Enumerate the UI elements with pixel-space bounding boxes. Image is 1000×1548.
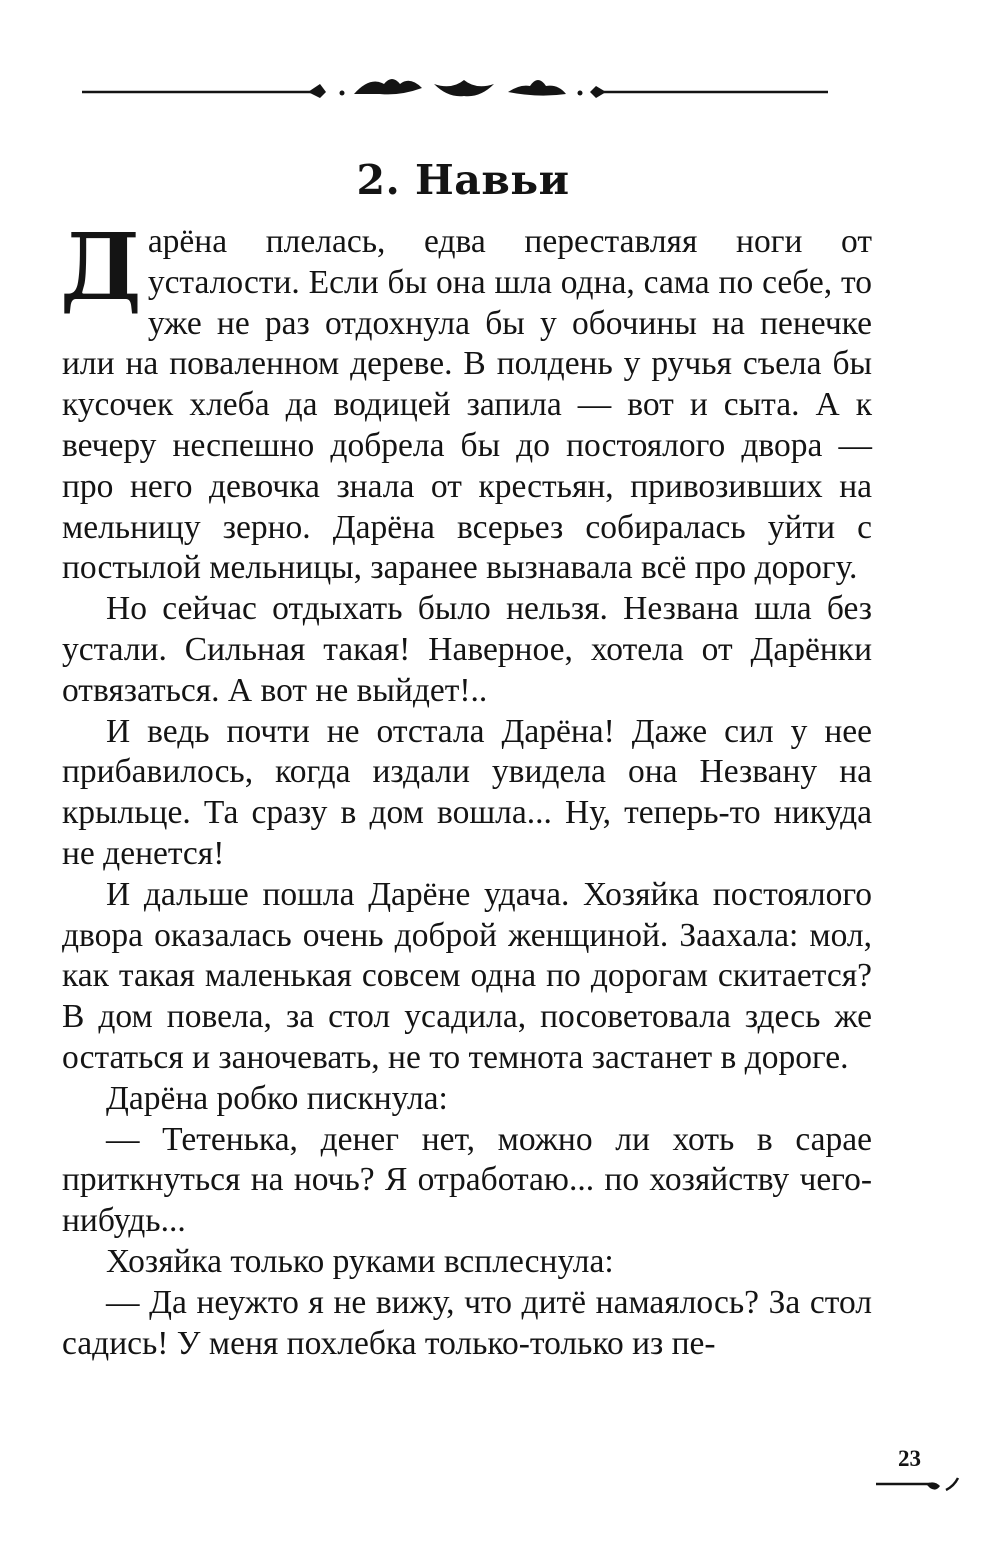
paragraph-text: арёна плелась, едва переставляя ноги от усталости. Если бы она шла одна, сама по себе, то уже не раз отдохнула бы у обочины на пенечке или на поваленном дереве. В полдень у ручья съела бы кусочек хлеба да водицей запила — вот и сыта. А к вечеру неспешно добрела бы до постоялого двора — про него девочка знала от крестьян, привозивших на мельницу зерно. Дарёна всерьез собиралась уйти с постылой мельницы, заранее вызнавала всё про дорогу.: [62, 223, 872, 587]
header-ornament: [80, 62, 830, 106]
paragraph: И дальше пошла Дарёне удача. Хозяйка постоялого двора оказалась очень доброй женщиной. Заахала: мол, как такая маленькая совсем одна по дорогам скитается? В дом повела, за стол усадила, посоветовала здесь же остаться и заночевать, не то темнота застанет в дороге.: [62, 875, 872, 1076]
page-number: 23: [898, 1446, 921, 1471]
paragraph: И ведь почти не отстала Дарёна! Даже сил у нее прибавилось, когда издали увидела она Незвану на крыльце. Та сразу в дом вошла... Ну, теперь-то никуда не денется!: [62, 712, 872, 872]
paragraph: [60, 213, 872, 589]
paragraph: Хозяйка только руками всплеснула:: [106, 1242, 614, 1280]
paragraph: — Тетенька, денег нет, можно ли хоть в сарае приткнуться на ночь? Я отработаю... по хозяйству чего-нибудь...: [62, 1120, 872, 1240]
footer-flourish: [874, 1476, 962, 1500]
paragraph: Дарёна робко пискнула:: [106, 1079, 448, 1117]
chapter-title: 2. Навьи: [356, 156, 570, 204]
body-text: [60, 213, 872, 1364]
drop-cap: Д: [60, 213, 142, 321]
paragraph: Но сейчас отдыхать было нельзя. Незвана шла без устали. Сильная такая! Наверное, хотела от Дарёнки отвязаться. А вот не выйдет!..: [62, 590, 872, 709]
paragraph: — Да неужто я не вижу, что дитё намаялось? За стол садись! У меня похлебка только-только из пе-: [62, 1283, 872, 1362]
